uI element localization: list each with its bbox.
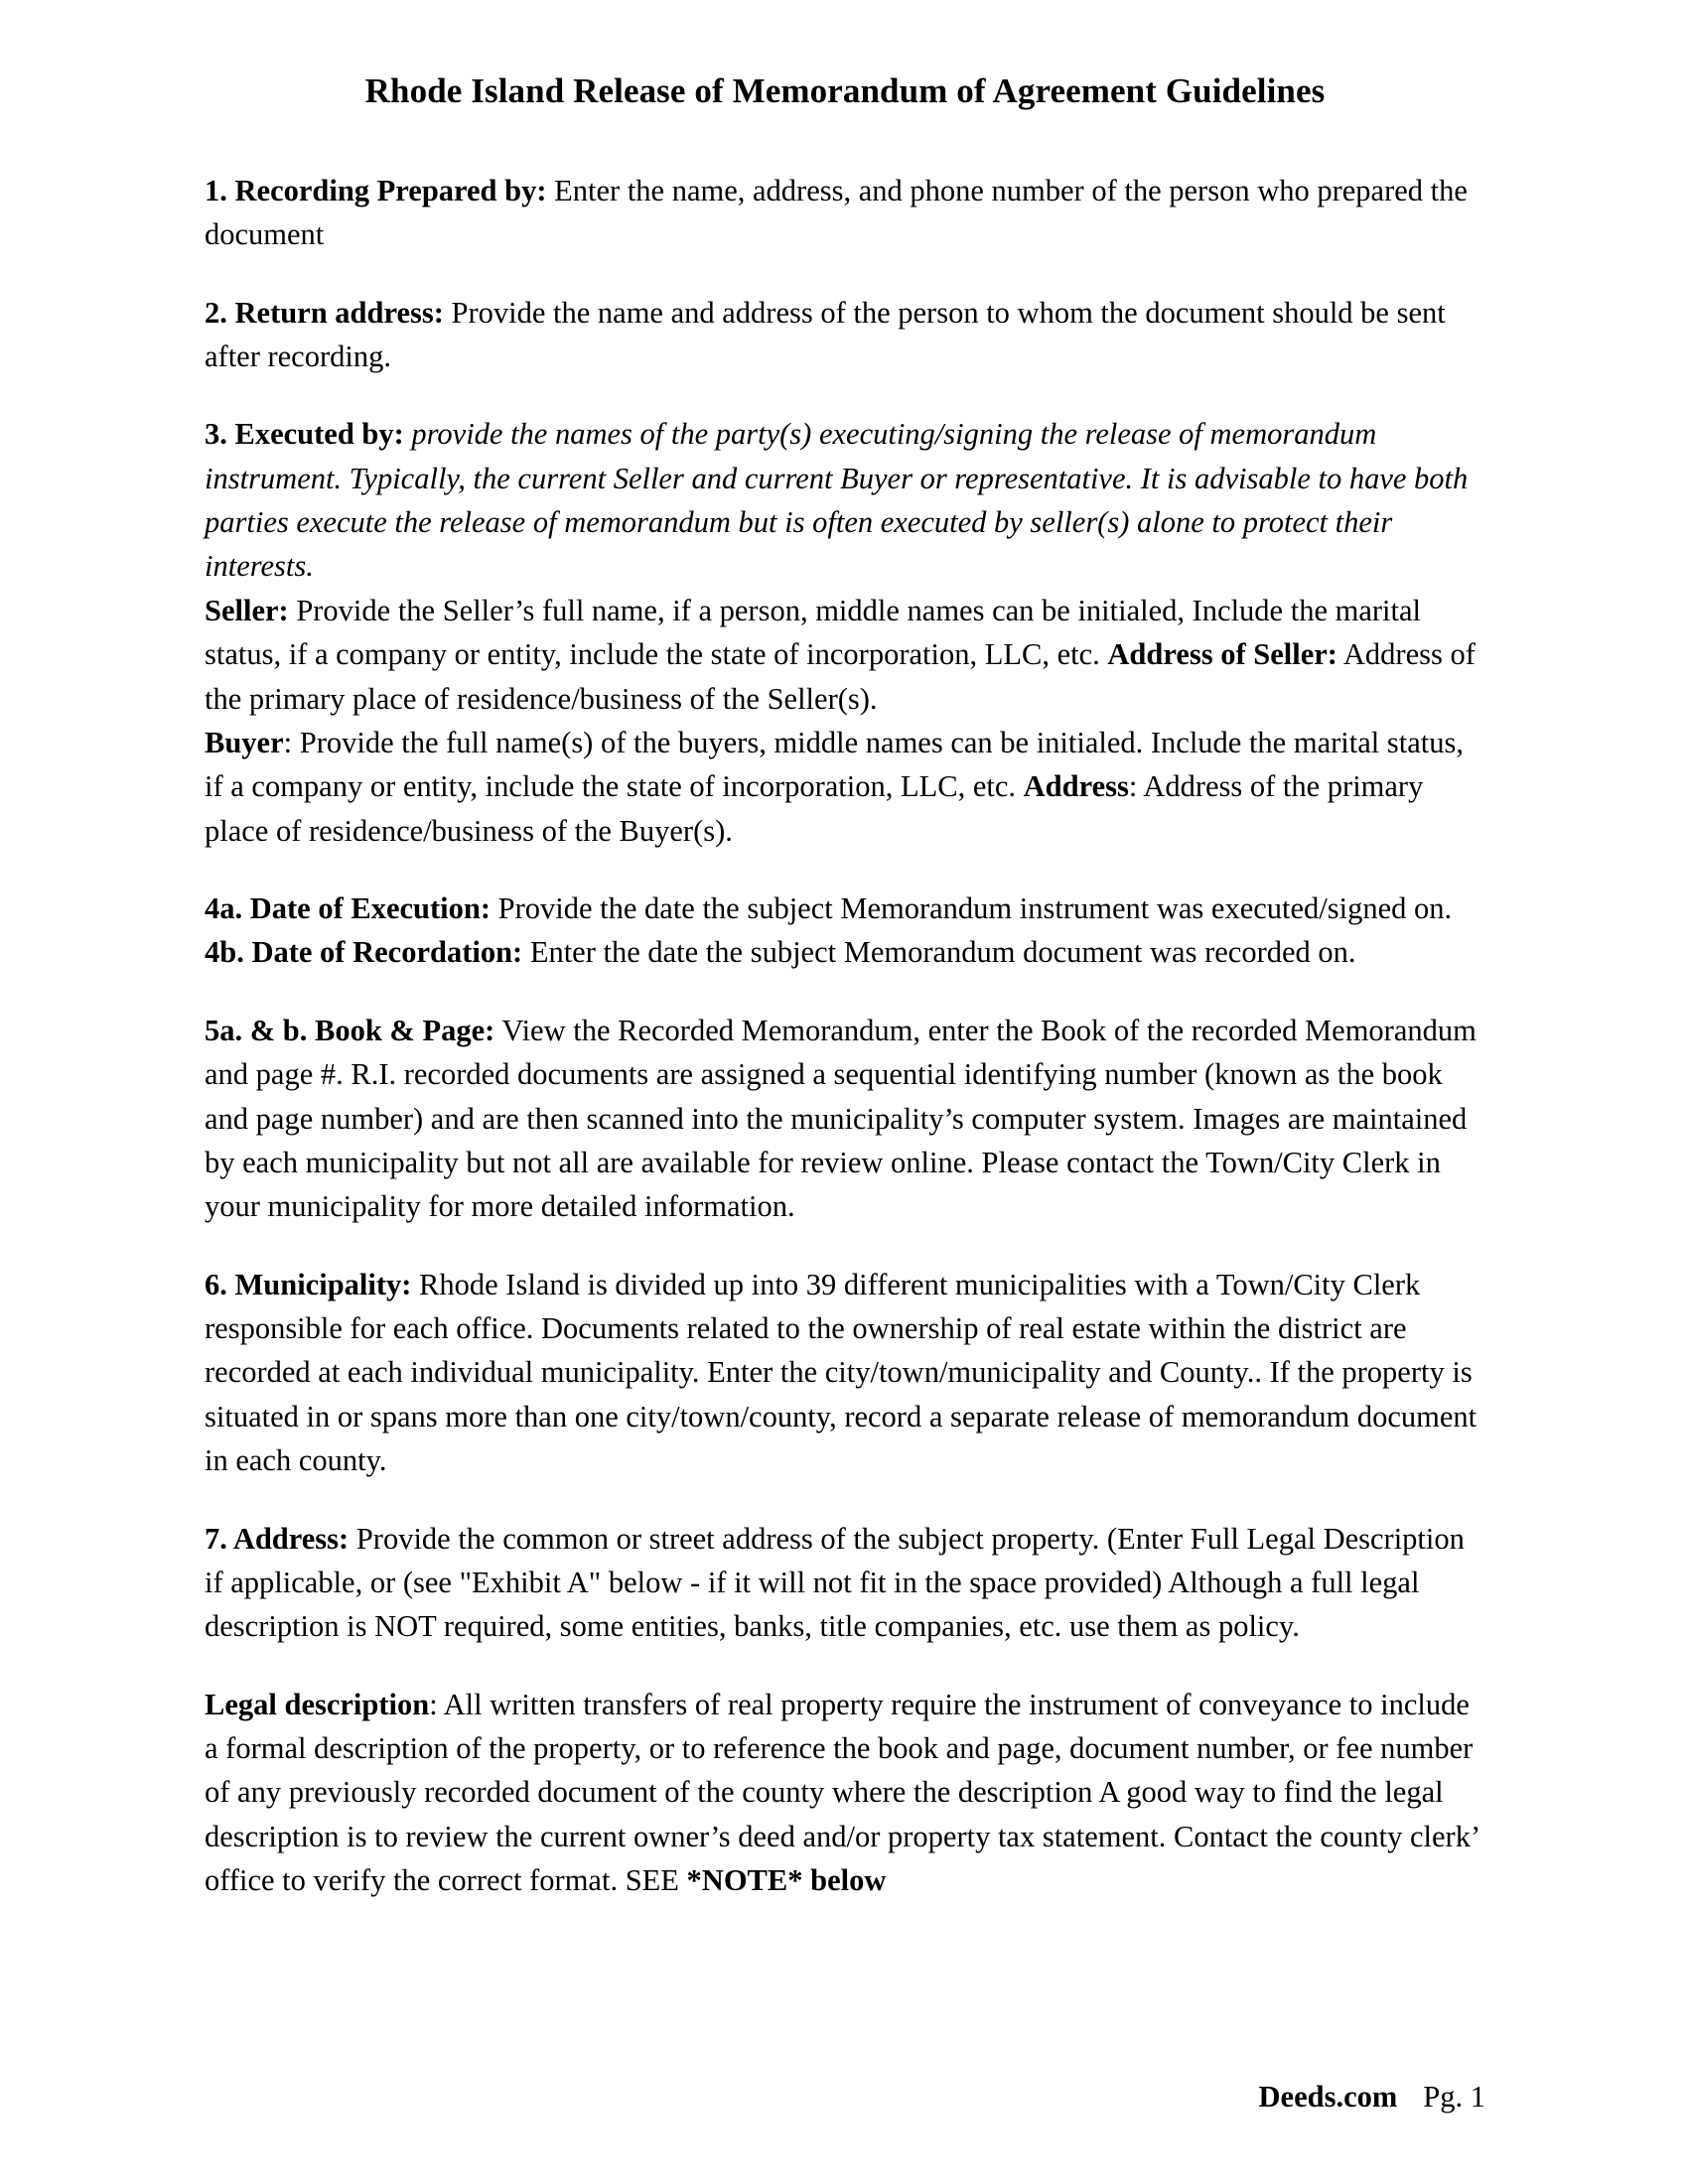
section-text-recording-prepared-by: Enter the name, address, and phone number of the person who prepared the document	[205, 173, 1468, 252]
section-recording-prepared-by	[205, 169, 1485, 257]
page-title: Rhode Island Release of Memorandum of Agreement Guidelines	[364, 71, 1326, 110]
document-body	[205, 69, 1485, 1937]
section-address	[205, 1517, 1485, 1649]
section-text-municipality: Rhode Island is divided up into 39 different municipalities with a Town/City Clerk responsible for each office. Documents related to the ownership of real estate within the district are recorded at each individual municipality. Enter the city/town/municipality and County.. If the property is situated in or spans more than one city/town/county, record a separate release of memorandum document in each county.	[205, 1267, 1477, 1478]
section-date-of-execution	[205, 887, 1485, 930]
section-text-legal-description: : All written transfers of real property require the instrument of conveyance to include a formal description of the property, or to reference the book and page, document number, or fee number of any previously recorded document of the county where the description A good way to find the legal description is to review the current owner’s deed and/or property tax statement. Contact the county clerk’ office to verify the correct format. SEE	[205, 1687, 1478, 1898]
section-text-date-of-recordation: Enter the date the subject Memorandum document was recorded on.	[522, 935, 1356, 970]
buyer-text-primary: : Provide the full name(s) of the buyers, middle names can be initialed. Include the marital status, if a company or entity, include the state of incorporation, LLC, etc.	[205, 725, 1464, 804]
section-seller	[205, 589, 1485, 721]
section-text-address: Provide the common or street address of the subject property. (Enter Full Legal Description if applicable, or (see "Exhibit A" below - if it will not fit in the space provided) Although a full legal description is NOT required, some entities, banks, title companies, etc. use them as policy.	[205, 1521, 1465, 1644]
section-text-date-of-execution: Provide the date the subject Memorandum instrument was executed/signed on.	[491, 891, 1453, 925]
section-municipality	[205, 1263, 1485, 1483]
seller-text-secondary: Address of the primary place of residence/business of the Seller(s).	[205, 637, 1476, 716]
section-return-address	[205, 291, 1485, 379]
section-heading-book-and-page: 5a. & b. Book & Page:	[205, 1013, 495, 1047]
section-heading-return-address: 2. Return address:	[205, 295, 444, 330]
buyer-address-label: Address	[1023, 769, 1129, 804]
section-heading-date-of-recordation: 4b. Date of Recordation:	[205, 935, 523, 970]
seller-label: Seller:	[205, 593, 289, 627]
section-book-and-page	[205, 1009, 1485, 1229]
section-heading-date-of-execution: 4a. Date of Execution:	[205, 891, 492, 925]
section-buyer	[205, 721, 1485, 853]
section-heading-legal-description: Legal description	[205, 1687, 430, 1721]
footer-site-name: Deeds.com	[1258, 2080, 1398, 2114]
footer-page-number: Pg. 1	[1423, 2080, 1485, 2114]
section-executed-by	[205, 412, 1485, 589]
seller-text-primary: Provide the Seller’s full name, if a person, middle names can be initialed, Include the marital status, if a company or entity, include the state of incorporation, LLC, etc.	[205, 593, 1421, 672]
page-footer	[205, 2079, 1485, 2116]
section-heading-address: 7. Address:	[205, 1521, 350, 1556]
buyer-text-secondary: : Address of the primary place of residence/business of the Buyer(s).	[205, 769, 1424, 848]
section-text-executed-by-italic: provide the names of the party(s) executing/signing the release of memorandum instrument. Typically, the current Seller and current Buyer or representative. It is advisable to have both parties execute the release of memorandum but is often executed by seller(s) alone to protect their interests.	[205, 417, 1469, 584]
section-heading-municipality: 6. Municipality:	[205, 1267, 412, 1301]
section-text-return-address: Provide the name and address of the person to whom the document should be sent after recording.	[205, 295, 1446, 373]
section-date-of-recordation	[205, 930, 1485, 974]
seller-address-label: Address of Seller:	[1107, 637, 1337, 672]
section-heading-recording-prepared-by: 1. Recording Prepared by:	[205, 173, 547, 207]
buyer-label: Buyer	[205, 725, 284, 759]
legal-description-note: *NOTE* below	[686, 1863, 887, 1898]
section-text-book-and-page: View the Recorded Memorandum, enter the Book of the recorded Memorandum and page #. R.I. recorded documents are assigned a sequential identifying number (known as the book and page number) and are then scanned into the municipality’s computer system. Images are maintained by each municipality but not all are available for review online. Please contact the Town/City Clerk in your municipality for more detailed information.	[205, 1013, 1477, 1224]
section-legal-description	[205, 1683, 1485, 1903]
section-heading-executed-by: 3. Executed by:	[205, 417, 404, 452]
